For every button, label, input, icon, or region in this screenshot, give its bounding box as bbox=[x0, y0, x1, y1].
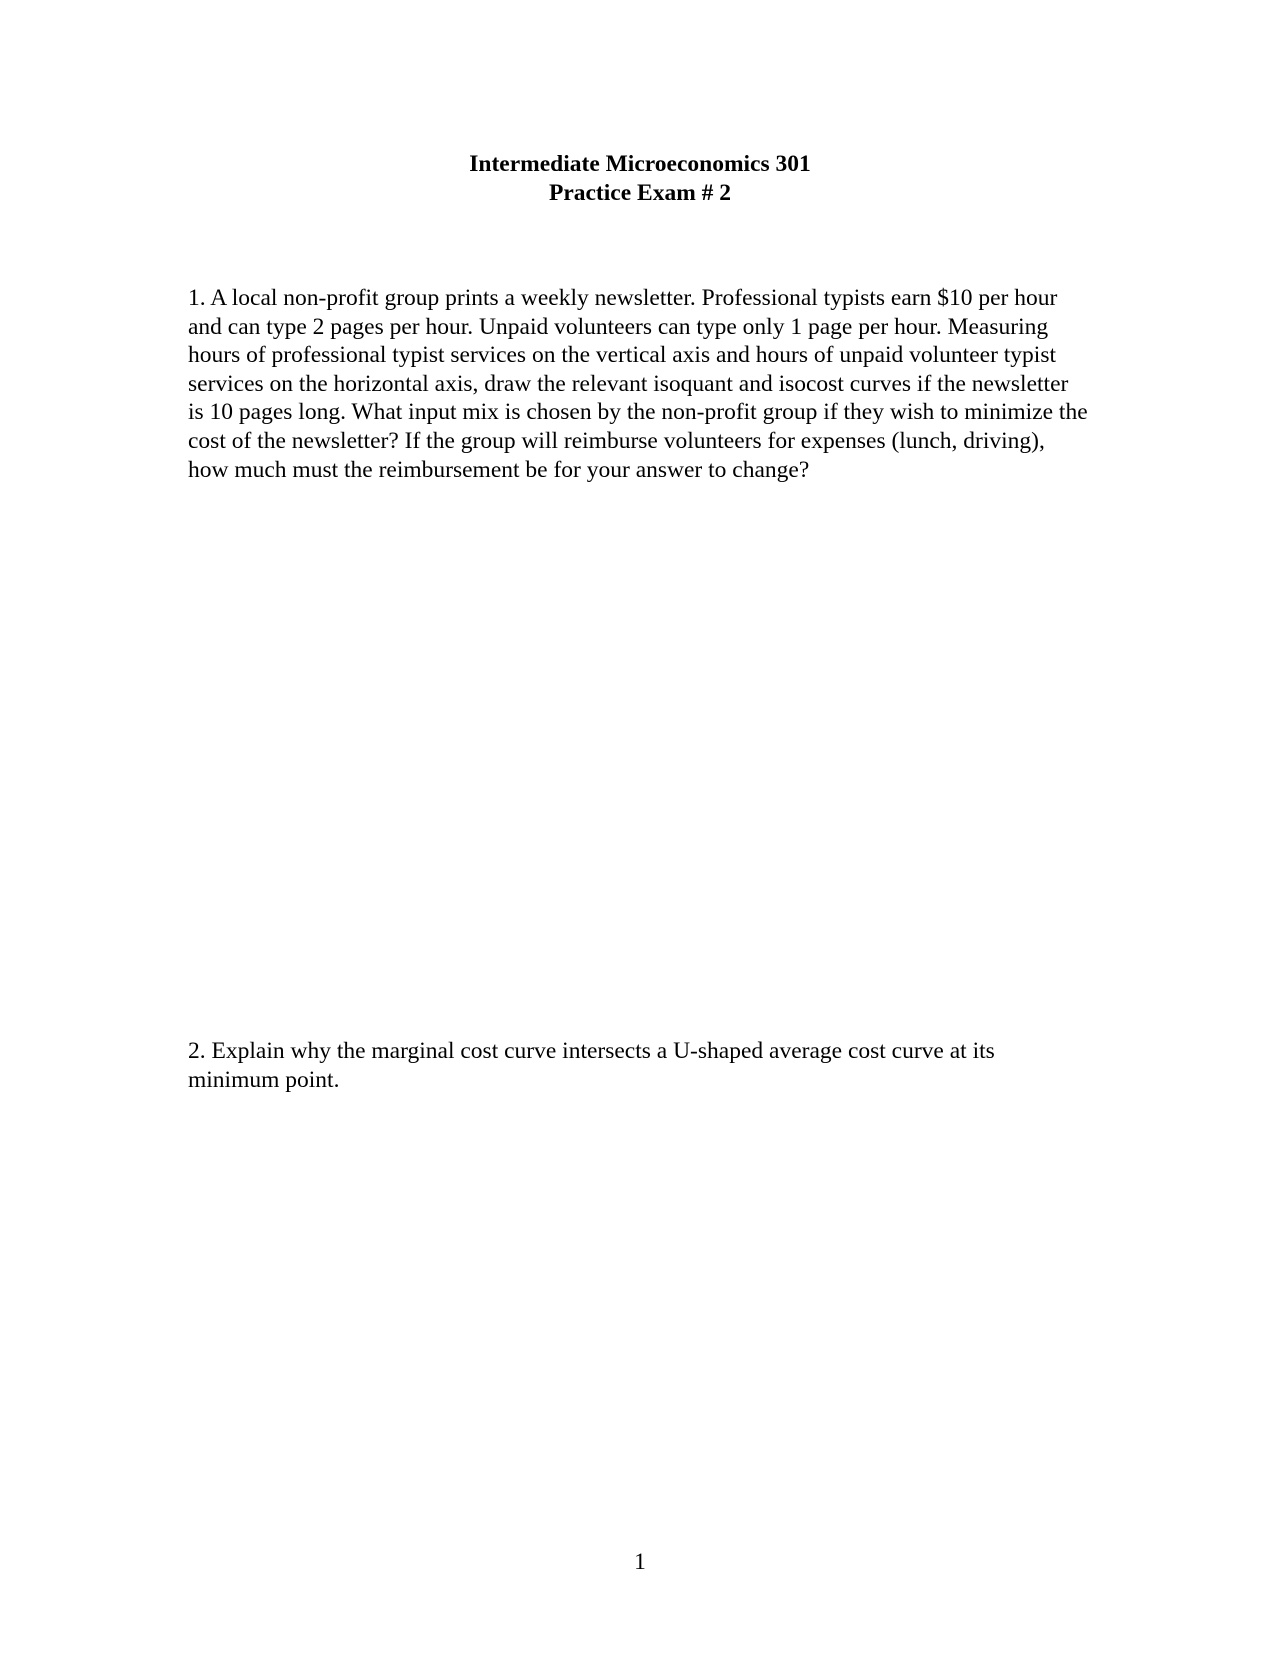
page-number: 1 bbox=[634, 1549, 646, 1575]
course-title: Intermediate Microeconomics 301 bbox=[469, 151, 811, 177]
question-2-text: 2. Explain why the marginal cost curve intersects a U-shaped average cost curve at its minimum point. bbox=[188, 1038, 995, 1093]
exam-title: Practice Exam # 2 bbox=[548, 180, 732, 206]
document-header bbox=[0, 150, 1280, 208]
question-1-text: 1. A local non-profit group prints a weekly newsletter. Professional typists earn $10 per hour and can type 2 pages per hour. Unpaid volunteers can type only 1 page per hour. Measuring hours of professional typist services on the vertical axis and hours of unpaid volunteer typist services on the horizontal axis, draw the relevant isoquant and isocost curves if the newsletter is 10 pages long. What input mix is chosen by the non-profit group if they wish to minimize the cost of the newsletter? If the group will reimburse volunteers for expenses (lunch, driving), how much must the reimbursement be for your answer to change? bbox=[188, 285, 1088, 483]
